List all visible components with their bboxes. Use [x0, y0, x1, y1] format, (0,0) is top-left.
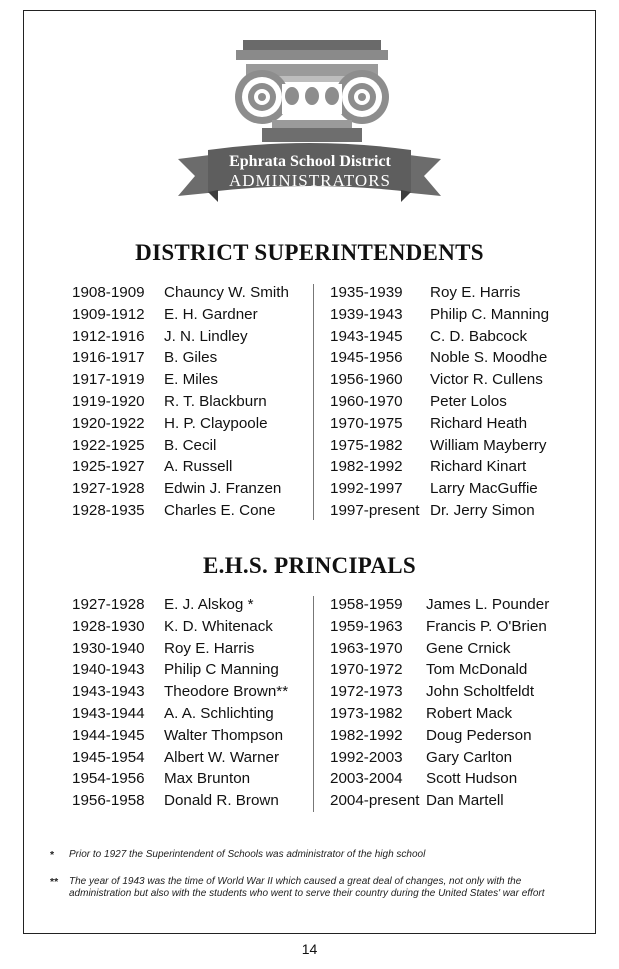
term-years: 1975-1982 — [330, 436, 403, 454]
term-years: 1935-1939 — [330, 284, 403, 301]
term-years: 1917-1919 — [72, 371, 145, 389]
list-item — [330, 304, 549, 326]
list-item — [72, 681, 288, 703]
term-years: 1920-1922 — [72, 414, 145, 432]
administrator-name: Richard Kinart — [430, 458, 527, 476]
list-item — [330, 500, 549, 522]
superintendents-right-column — [330, 282, 549, 522]
term-years: 1958-1959 — [330, 596, 403, 613]
term-years: 1943-1945 — [330, 327, 403, 345]
list-item — [330, 326, 549, 348]
administrator-name: Dr. Jerry Simon — [430, 501, 535, 519]
term-years: 1925-1927 — [72, 458, 145, 476]
administrator-name: K. D. Whitenack — [164, 617, 273, 635]
administrator-name: William Mayberry — [430, 436, 547, 454]
administrator-name: R. T. Blackburn — [164, 392, 267, 410]
administrator-name: Charles E. Cone — [164, 501, 276, 519]
list-item — [330, 747, 549, 769]
list-item — [72, 500, 289, 522]
ionic-column-capital-icon — [235, 40, 389, 142]
emblem-line1: Ephrata School District — [229, 153, 391, 170]
list-item — [72, 347, 289, 369]
administrator-name: Roy E. Harris — [164, 639, 255, 657]
list-item — [330, 681, 549, 703]
list-item — [330, 478, 549, 500]
administrator-name: Max Brunton — [164, 770, 251, 788]
term-years: 1939-1943 — [330, 305, 403, 323]
principals-heading: E.H.S. PRINCIPALS — [203, 553, 416, 578]
administrator-name: Gene Crnick — [426, 639, 511, 657]
administrator-name: Victor R. Cullens — [430, 371, 543, 389]
term-years: 1982-1992 — [330, 458, 403, 476]
footnote-mark: * — [50, 849, 55, 861]
footnote-mark: ** — [50, 876, 59, 888]
term-years: 1972-1973 — [330, 683, 403, 701]
emblem-line2: ADMINISTRATORS — [229, 171, 391, 190]
term-years: 2004-present — [330, 792, 420, 810]
administrator-name: James L. Pounder — [426, 596, 550, 613]
page-number: 14 — [301, 941, 318, 957]
administrator-name: Philip C Manning — [164, 661, 279, 679]
list-item — [72, 790, 288, 812]
list-item — [72, 369, 289, 391]
list-item — [72, 326, 289, 348]
term-years: 1960-1970 — [330, 392, 403, 410]
footnote-1 — [50, 849, 570, 861]
term-years: 1922-1925 — [72, 436, 145, 454]
principals-left-column — [72, 594, 288, 812]
superintendents-heading: DISTRICT SUPERINTENDENTS — [135, 240, 484, 265]
term-years: 1908-1909 — [72, 284, 145, 301]
list-item — [330, 616, 549, 638]
administrator-name: A. Russell — [164, 458, 233, 476]
term-years: 1912-1916 — [72, 327, 145, 345]
administrator-name: Dan Martell — [426, 792, 504, 810]
list-item — [72, 478, 289, 500]
term-years: 1909-1912 — [72, 305, 145, 323]
list-item — [330, 703, 549, 725]
list-item — [72, 456, 289, 478]
term-years: 1959-1963 — [330, 617, 403, 635]
term-years: 1956-1958 — [72, 792, 145, 810]
list-item — [72, 594, 288, 616]
list-item — [72, 703, 288, 725]
list-item — [330, 413, 549, 435]
footnote-text: Prior to 1927 the Superintendent of Schools was administrator of the high school — [69, 849, 426, 860]
list-item — [330, 347, 549, 369]
district-emblem — [0, 24, 619, 224]
list-item — [72, 282, 289, 304]
list-item — [72, 413, 289, 435]
list-item — [330, 369, 549, 391]
administrator-name: Francis P. O'Brien — [426, 617, 547, 635]
administrator-name: B. Giles — [164, 349, 218, 367]
term-years: 1970-1975 — [330, 414, 403, 432]
list-item — [330, 790, 549, 812]
administrator-name: Doug Pederson — [426, 726, 532, 744]
column-divider — [313, 596, 314, 812]
list-item — [330, 391, 549, 413]
administrator-name: John Scholtfeldt — [426, 683, 535, 701]
footnote-text: The year of 1943 was the time of World War II which caused a great deal of changes, not only with the administration but also with the students who went to serve their country during the United States' war effort — [69, 876, 545, 899]
list-item — [72, 391, 289, 413]
term-years: 1945-1956 — [330, 349, 403, 367]
administrator-name: Noble S. Moodhe — [430, 349, 548, 367]
administrator-name: E. Miles — [164, 371, 219, 389]
list-item — [72, 725, 288, 747]
term-years: 1992-2003 — [330, 748, 403, 766]
administrator-name: Richard Heath — [430, 414, 528, 432]
term-years: 1928-1930 — [72, 617, 145, 635]
administrator-name: C. D. Babcock — [430, 327, 528, 345]
footnote-2 — [50, 876, 575, 900]
column-divider — [313, 284, 314, 520]
list-item — [330, 456, 549, 478]
list-item — [72, 435, 289, 457]
administrator-name: Donald R. Brown — [164, 792, 279, 810]
term-years: 1945-1954 — [72, 748, 145, 766]
administrator-name: Albert W. Warner — [164, 748, 280, 766]
list-item — [330, 594, 549, 616]
list-item — [330, 725, 549, 747]
term-years: 1963-1970 — [330, 639, 403, 657]
administrator-name: Theodore Brown** — [164, 683, 289, 701]
list-item — [72, 616, 288, 638]
term-years: 2003-2004 — [330, 770, 403, 788]
term-years: 1927-1928 — [72, 480, 145, 498]
term-years: 1954-1956 — [72, 770, 145, 788]
list-item — [330, 659, 549, 681]
list-item — [72, 638, 288, 660]
superintendents-left-column — [72, 282, 289, 522]
administrator-name: Chauncy W. Smith — [164, 284, 289, 301]
list-item — [72, 768, 288, 790]
administrator-name: Philip C. Manning — [430, 305, 550, 323]
term-years: 1956-1960 — [330, 371, 403, 389]
term-years: 1930-1940 — [72, 639, 145, 657]
term-years: 1997-present — [330, 501, 420, 519]
term-years: 1973-1982 — [330, 704, 403, 722]
administrator-name: E. H. Gardner — [164, 305, 258, 323]
administrator-name: E. J. Alskog * — [164, 596, 254, 613]
administrator-name: A. A. Schlichting — [164, 704, 274, 722]
administrator-name: Peter Lolos — [430, 392, 507, 410]
list-item — [330, 638, 549, 660]
term-years: 1928-1935 — [72, 501, 145, 519]
list-item — [330, 282, 549, 304]
principals-right-column — [330, 594, 549, 812]
list-item — [330, 435, 549, 457]
administrator-name: J. N. Lindley — [164, 327, 248, 345]
administrator-name: Tom McDonald — [426, 661, 528, 679]
administrator-name: H. P. Claypoole — [164, 414, 268, 432]
list-item — [72, 659, 288, 681]
term-years: 1940-1943 — [72, 661, 145, 679]
term-years: 1992-1997 — [330, 480, 403, 498]
term-years: 1943-1943 — [72, 683, 145, 701]
administrator-name: Roy E. Harris — [430, 284, 521, 301]
term-years: 1927-1928 — [72, 596, 145, 613]
administrator-name: Larry MacGuffie — [430, 480, 538, 498]
term-years: 1982-1992 — [330, 726, 403, 744]
administrator-name: B. Cecil — [164, 436, 217, 454]
list-item — [72, 304, 289, 326]
administrator-name: Walter Thompson — [164, 726, 284, 744]
term-years: 1943-1944 — [72, 704, 145, 722]
list-item — [330, 768, 549, 790]
term-years: 1916-1917 — [72, 349, 145, 367]
term-years: 1919-1920 — [72, 392, 145, 410]
administrator-name: Scott Hudson — [426, 770, 518, 788]
administrator-name: Edwin J. Franzen — [164, 480, 282, 498]
term-years: 1970-1972 — [330, 661, 403, 679]
administrator-name: Gary Carlton — [426, 748, 513, 766]
list-item — [72, 747, 288, 769]
administrator-name: Robert Mack — [426, 704, 513, 722]
term-years: 1944-1945 — [72, 726, 145, 744]
